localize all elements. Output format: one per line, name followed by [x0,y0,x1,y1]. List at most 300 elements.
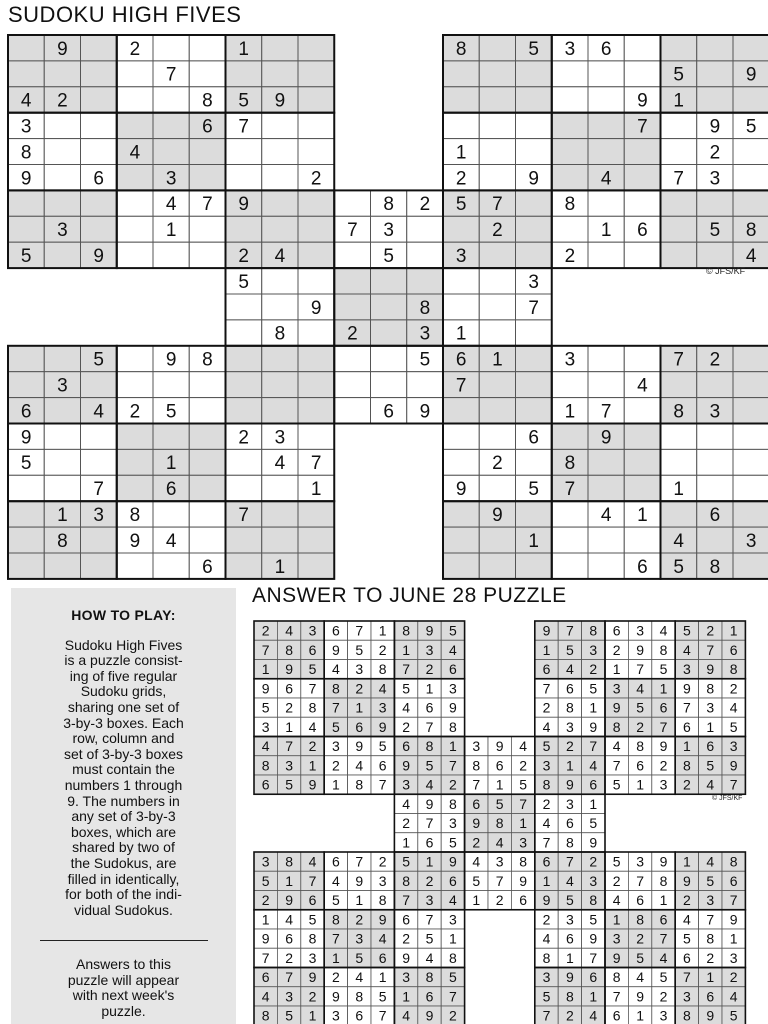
answer-digit: 6 [261,776,270,793]
answer-digit: 6 [636,892,644,909]
answer-digit: 7 [542,834,551,851]
answer-digit: 5 [332,892,340,909]
answer-digit: 3 [285,757,293,774]
answer-digit: 4 [332,872,340,889]
answer-digit: 6 [425,834,434,851]
answer-digit: 8 [332,911,340,928]
answer-digit: 1 [589,795,598,812]
answer-digit: 4 [355,757,364,774]
answer-title: ANSWER TO JUNE 28 PUZZLE [252,584,567,607]
answer-digit: 6 [683,718,691,735]
puzzle-digit: 7 [564,479,576,501]
puzzle-digit: 4 [745,245,757,267]
puzzle-digit: 7 [238,116,249,138]
answer-digit: 5 [308,661,317,678]
answer-digit: 7 [308,680,317,697]
answer-digit: 6 [636,757,644,774]
answer-digit: 2 [589,853,598,870]
answer-digit: 9 [729,757,738,774]
answer-digit: 3 [355,930,364,947]
answer-digit: 6 [308,892,317,909]
answer-digit: 7 [285,969,293,986]
answer-digit: 5 [378,988,387,1005]
answer-digit: 7 [378,1007,387,1024]
answer-digit: 4 [261,738,270,755]
puzzle-digit: 5 [745,116,757,138]
answer-digit: 4 [636,680,644,697]
answer-digit: 4 [566,661,574,678]
puzzle-digit: 8 [709,556,721,578]
puzzle-digit: 4 [20,90,32,112]
puzzle-digit: 3 [528,271,539,293]
answer-digit: 4 [378,930,387,947]
puzzle-digit: 2 [347,323,358,345]
answer-digit: 5 [285,1007,293,1024]
answer-digit: 8 [706,680,715,697]
answer-digit: 8 [332,680,340,697]
answer-digit: 2 [636,930,644,947]
answer-digit: 3 [519,834,527,851]
answer-digit: 5 [308,911,317,928]
answer-digit: 2 [402,815,410,832]
answer-digit: 7 [729,776,738,793]
puzzle-digit: 5 [528,479,539,501]
answer-digit: 4 [659,949,668,966]
puzzle-digit: 3 [709,401,721,423]
answer-digit: 1 [519,815,527,832]
answer-digit: 4 [449,641,457,658]
answer-digit: 8 [612,969,621,986]
answer-digit: 4 [542,815,551,832]
puzzle-digit: 9 [93,245,104,267]
answer-digit: 2 [495,892,504,909]
answer-digit: 7 [378,776,387,793]
answer-digit: 8 [659,872,668,889]
answer-digit: 5 [636,699,644,716]
answer-digit: 7 [355,622,364,639]
answer-digit: 9 [449,853,457,870]
puzzle-digit: 7 [165,64,177,86]
answer-digit: 9 [261,930,270,947]
answer-digit: 1 [308,1007,317,1024]
answer-digit: 8 [636,738,644,755]
answer-digit: 8 [285,853,293,870]
answer-digit: 2 [683,776,691,793]
answer-digit: 6 [612,1007,621,1024]
answer-digit: 2 [659,988,668,1005]
answer-digit: 3 [683,988,691,1005]
puzzle-digit: 8 [455,38,467,60]
answer-digit: 6 [519,892,527,909]
answer-digit: 3 [659,1007,668,1024]
puzzle-digit: 8 [673,401,684,423]
answer-digit: 2 [636,718,644,735]
puzzle-digit: 9 [129,530,141,552]
answer-digit: 8 [261,757,270,774]
answer-digit: 1 [659,892,668,909]
puzzle-digit: 3 [57,375,68,397]
answer-digit: 3 [425,892,434,909]
answer-digit: 6 [378,757,387,774]
answer-digit: 5 [472,872,481,889]
answer-digit: 9 [542,622,551,639]
answers-note: Answers to this puzzle will appear with next week's puzzle. [67,956,180,1020]
answer-digit: 3 [378,699,387,716]
answer-digit: 7 [542,1007,551,1024]
answer-digit: 9 [519,872,527,889]
answer-digit: 8 [449,795,457,812]
answer-digit: 4 [683,641,691,658]
answer-digit: 7 [729,892,738,909]
puzzle-digit: 5 [419,349,431,371]
answer-digit: 2 [472,834,481,851]
puzzle-digit: 6 [709,504,721,526]
answer-digit: 4 [425,776,434,793]
answer-digit: 4 [449,892,457,909]
puzzle-digit: 4 [637,375,648,397]
answer-digit: 9 [589,718,598,735]
answer-digit: 7 [332,930,340,947]
answer-digit: 9 [612,699,621,716]
answer-digit: 5 [566,892,574,909]
answer-digit: 4 [472,853,481,870]
answer-digit: 4 [659,622,668,639]
answer-digit: 8 [261,1007,270,1024]
puzzle-digit: 9 [419,401,431,423]
answer-digit: 8 [378,661,387,678]
answer-digit: 9 [425,795,434,812]
answer-digit: 5 [589,911,598,928]
puzzle-digit: 8 [745,220,757,242]
puzzle-digit: 6 [165,479,177,501]
answer-digit: 1 [706,718,715,735]
answer-digit: 8 [355,988,364,1005]
answer-digit: 3 [332,1007,340,1024]
puzzle-digit: 1 [455,323,467,345]
puzzle-digit: 5 [93,349,104,371]
answer-digit: 1 [285,718,293,735]
answer-digit: 8 [683,757,691,774]
answer-digit: 4 [402,795,410,812]
answer-digit: 5 [425,757,434,774]
answer-digit: 1 [378,969,387,986]
puzzle-digit: 3 [274,427,286,449]
answer-digit: 5 [519,776,527,793]
puzzle-digit: 4 [274,453,286,475]
answer-digit: 5 [378,738,387,755]
answer-digit: 1 [589,988,598,1005]
answer-digit: 3 [378,872,387,889]
puzzle-digit: 2 [238,245,249,267]
answer-digit: 6 [472,795,481,812]
puzzle-digit: 8 [383,194,394,216]
answer-digit: 4 [636,969,644,986]
answer-digit: 2 [566,738,574,755]
answer-digit: 5 [566,641,574,658]
answer-digit: 6 [495,757,504,774]
answer-digit: 8 [519,853,527,870]
puzzle-digit: 5 [238,90,249,112]
answer-digit: 4 [542,930,551,947]
answer-digit: 3 [566,718,574,735]
answer-digit: 3 [308,949,317,966]
answer-digit: 4 [285,622,293,639]
answer-digit: 8 [589,892,598,909]
puzzle-digit: 5 [709,220,721,242]
answer-digit: 7 [683,699,691,716]
answer-digit: 5 [659,969,668,986]
answer-digit: 4 [402,1007,410,1024]
answer-digit: 9 [729,911,738,928]
answer-digit: 2 [332,757,340,774]
answer-digit: 4 [519,738,527,755]
answer-digit: 6 [706,988,715,1005]
puzzle-digit: 7 [347,220,358,242]
answer-digit: 4 [612,738,621,755]
answer-digit: 9 [332,988,340,1005]
answer-digit: 3 [472,738,481,755]
answer-digit: 6 [729,872,738,889]
answer-digit: 7 [566,853,574,870]
answer-digit: 2 [355,911,364,928]
answer-digit: 3 [636,622,644,639]
puzzle-digit: 7 [455,375,467,397]
answer-digit: 2 [332,969,340,986]
answer-digit: 8 [566,699,574,716]
answer-digit: 1 [636,776,644,793]
puzzle-digit: 7 [310,453,322,475]
answer-digit: 2 [612,641,621,658]
puzzle-digit: 4 [165,530,177,552]
puzzle-digit: 9 [492,504,503,526]
answer-digit: 2 [402,930,410,947]
puzzle-digit: 1 [673,90,684,112]
puzzle-digit: 2 [129,38,141,60]
answer-digit: 5 [495,795,504,812]
panel-divider [40,940,208,941]
answer-digit: 2 [542,795,551,812]
answer-digit: 1 [285,872,293,889]
answer-digit: 9 [636,988,644,1005]
answer-digit: 8 [729,661,738,678]
answer-digit: 6 [355,1007,364,1024]
puzzle-digit: 5 [455,194,467,216]
puzzle-digit: 2 [310,168,322,190]
answer-digit: 1 [355,892,364,909]
answer-digit: 7 [425,911,434,928]
answer-digit: 1 [425,853,434,870]
answer-digit: 3 [612,930,621,947]
answer-digit: 2 [659,757,668,774]
answer-digit: 8 [566,988,574,1005]
puzzle-digit: 4 [165,194,177,216]
answer-digit: 3 [589,641,598,658]
answer-digit: 2 [706,622,715,639]
answer-digit: 4 [261,988,270,1005]
puzzle-digit: 5 [383,245,394,267]
puzzle-digit: 6 [600,38,612,60]
puzzle-digit: 6 [455,349,467,371]
puzzle-digit: 3 [564,38,576,60]
puzzle-digit: 2 [492,453,503,475]
puzzle-digit: 1 [492,349,503,371]
answer-digit: 2 [729,969,738,986]
answer-digit: 5 [285,776,293,793]
answer-digit: 9 [355,872,364,889]
answer-digit: 8 [729,853,738,870]
answer-digit: 6 [402,738,410,755]
answer-digit: 2 [425,661,434,678]
answer-digit: 2 [683,892,691,909]
answer-digit: 6 [285,680,293,697]
answer-digit: 5 [261,699,270,716]
answer-digit: 2 [261,622,270,639]
puzzle-digit: 3 [745,530,757,552]
answer-digit: 4 [308,718,317,735]
puzzle-digit: 5 [20,245,32,267]
puzzle-digit: 6 [637,556,648,578]
answer-digit: 1 [332,776,340,793]
puzzle-digit: 6 [93,168,104,190]
answer-digit: 1 [683,738,691,755]
puzzle-digit: 8 [202,90,213,112]
answer-digit: 7 [472,776,481,793]
puzzle-digit: 4 [93,401,104,423]
answer-digit: 8 [402,622,410,639]
puzzle-digit: 1 [528,530,539,552]
answer-digit: 1 [425,680,434,697]
answer-digit: 1 [612,911,621,928]
puzzle-digit: 3 [709,168,721,190]
answer-digit: 5 [355,949,364,966]
answer-digit: 9 [566,969,574,986]
answer-digit: 6 [706,738,715,755]
puzzle-digit: 2 [57,90,68,112]
puzzle-digit: 9 [57,38,68,60]
answer-digit: 8 [285,641,293,658]
puzzle-digit: 8 [57,530,68,552]
answer-digit: 8 [472,757,481,774]
puzzle-digit: 8 [202,349,213,371]
answer-digit: 2 [425,872,434,889]
answer-digit: 7 [612,757,621,774]
puzzle-digit: 6 [528,427,539,449]
answer-digit: 2 [449,1007,457,1024]
answer-digit: 7 [402,661,410,678]
answer-digit: 9 [378,718,387,735]
puzzle-digit: 3 [383,220,394,242]
answer-digit: 2 [402,718,410,735]
answer-digit: 1 [402,834,410,851]
answer-digit: 1 [402,641,410,658]
puzzle-digit: 6 [383,401,394,423]
answer-digit: 3 [729,738,738,755]
answer-digit: 6 [425,988,434,1005]
answer-digit: 6 [566,680,574,697]
answer-digit: 3 [636,853,644,870]
answer-digit: 3 [706,892,715,909]
answer-digit: 2 [378,853,387,870]
answer-digit: 2 [706,949,715,966]
answer-digit: 7 [332,699,340,716]
answer-digit: 2 [612,872,621,889]
answer-digit: 7 [566,622,574,639]
answer-digit: 7 [355,853,364,870]
answer-digit: 5 [683,622,691,639]
answer-digit: 1 [378,622,387,639]
answer-digit: 7 [542,680,551,697]
answer-digit: 4 [542,718,551,735]
answer-digit: 4 [706,853,715,870]
puzzle-digit: 3 [564,349,576,371]
how-to-play-title: HOW TO PLAY: [71,607,176,623]
answer-digit: 8 [402,872,410,889]
answer-digit: 7 [285,738,293,755]
puzzle-digit: 5 [528,38,539,60]
answer-digit: 4 [332,661,340,678]
answer-digit: 1 [683,853,691,870]
answer-digit: 5 [589,680,598,697]
answer-digit: 6 [332,853,340,870]
puzzle-digit: 3 [93,504,104,526]
puzzle-digit: 7 [637,116,648,138]
answer-digit: 8 [612,718,621,735]
answer-digit: 7 [589,949,598,966]
answer-digit: 6 [425,699,434,716]
answer-digit: 2 [261,892,270,909]
answer-digit: 6 [308,641,317,658]
answer-digit: 2 [285,699,293,716]
answer-digit: 2 [378,641,387,658]
answer-digit: 7 [683,969,691,986]
answer-digit: 3 [402,969,410,986]
answer-digit: 2 [449,776,457,793]
answer-digit: 5 [542,738,551,755]
answer-digit: 6 [542,661,551,678]
answer-digit: 7 [659,930,668,947]
answer-digit: 7 [706,641,715,658]
answer-digit: 3 [449,815,457,832]
answer-digit: 6 [285,930,293,947]
answer-digit: 6 [449,872,457,889]
answer-digit: 9 [706,661,715,678]
answer-digit: 7 [261,641,270,658]
answer-digit: 9 [332,641,340,658]
puzzle-digit: 4 [274,245,286,267]
answer-digit: 8 [706,930,715,947]
answer-digit: 8 [449,949,457,966]
answer-digit: 6 [566,930,574,947]
answer-digit: 4 [425,949,434,966]
answer-digit: 5 [425,930,434,947]
answer-digit: 4 [706,776,715,793]
puzzle-digit: 7 [600,401,612,423]
answer-digit: 8 [425,969,434,986]
puzzle-digit: 8 [129,504,141,526]
answer-digit: 8 [636,911,644,928]
answer-digit: 7 [589,738,598,755]
answer-digit: 4 [402,699,410,716]
answer-digit: 6 [332,622,340,639]
answer-digit: 8 [378,892,387,909]
answer-digit: 9 [636,641,644,658]
puzzle-digit: 9 [709,116,721,138]
answer-digit: 7 [519,795,527,812]
answer-digit: 6 [659,699,668,716]
answer-digit: 9 [683,872,691,889]
answer-digit: 7 [449,757,457,774]
answer-digit: 2 [566,1007,574,1024]
